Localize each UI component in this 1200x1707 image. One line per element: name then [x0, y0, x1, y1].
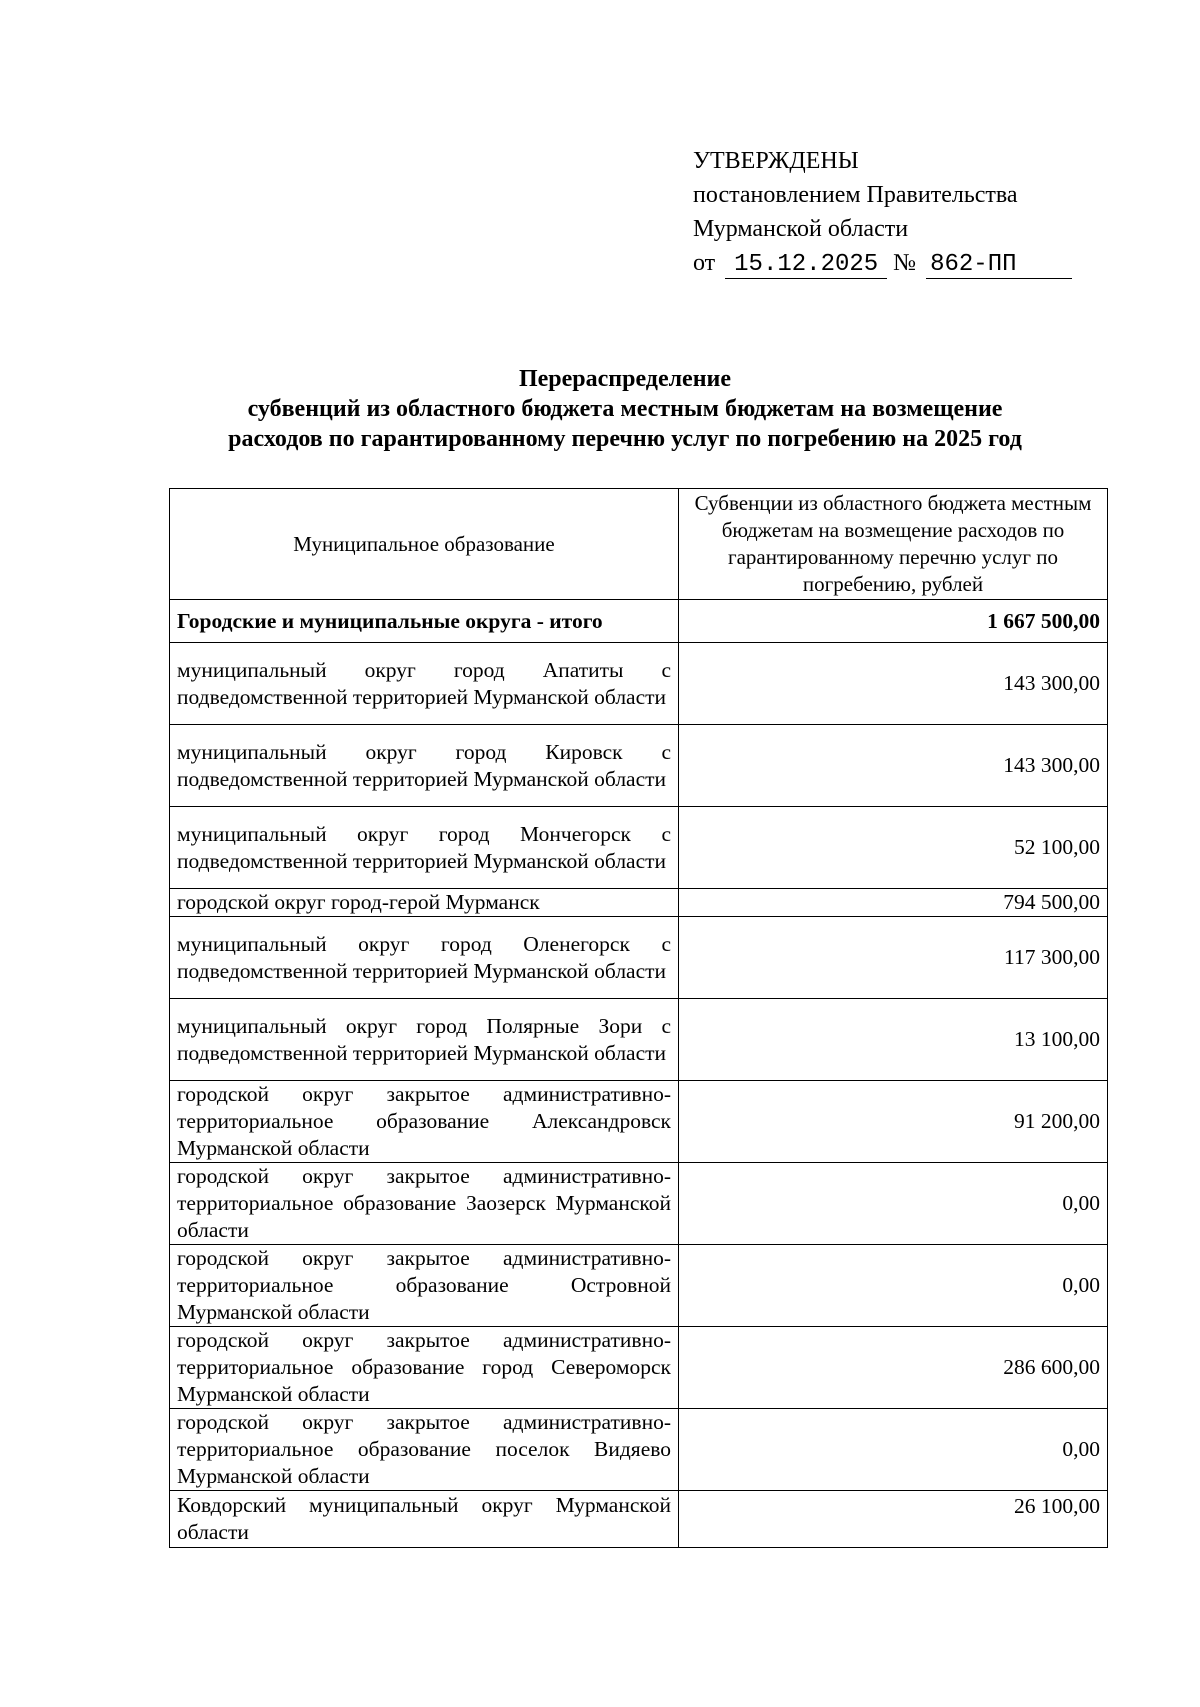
header-municipality: Муниципальное образование [170, 489, 679, 600]
approval-decree-line: постановлением Правительства [693, 182, 1018, 208]
table-row [170, 807, 1108, 889]
municipality-name: муниципальный округ город Полярные Зори с подведомственной территорией Мурманской области [170, 999, 679, 1081]
approval-stamp [693, 144, 1072, 280]
table-row [170, 1081, 1108, 1163]
title-line-1: Перераспределение [518, 366, 732, 392]
subvention-amount: 143 300,00 [679, 725, 1108, 807]
approval-heading: УТВЕРЖДЕНЫ [693, 148, 859, 174]
decree-date: 15.12.2025 [725, 252, 887, 279]
subvention-table [169, 488, 1108, 1548]
municipality-name: Ковдорский муниципальный округ Мурманской области [170, 1491, 679, 1548]
title-line-2: субвенций из областного бюджета местным бюджетам на возмещение [247, 396, 1003, 422]
municipality-name: муниципальный округ город Апатиты с подведомственной территорией Мурманской области [170, 643, 679, 725]
subvention-amount: 52 100,00 [679, 807, 1108, 889]
table-row [170, 1491, 1108, 1548]
table-row [170, 725, 1108, 807]
total-row [170, 600, 1108, 643]
table-row [170, 1327, 1108, 1409]
total-value: 1 667 500,00 [679, 600, 1108, 643]
table-row [170, 1245, 1108, 1327]
number-sign: № [893, 250, 917, 276]
approval-region-line: Мурманской области [693, 216, 909, 242]
municipality-name: городской округ закрытое административно-территориальное образование Александровск Мурманской области [170, 1081, 679, 1163]
municipality-name: муниципальный округ город Оленегорск с подведомственной территорией Мурманской области [170, 917, 679, 999]
header-subvention: Субвенции из областного бюджета местным бюджетам на возмещение расходов по гарантированному перечню услуг по погребению, рублей [679, 489, 1108, 600]
date-prefix: от [693, 250, 716, 276]
municipality-name: муниципальный округ город Мончегорск с подведомственной территорией Мурманской области [170, 807, 679, 889]
table-row [170, 1163, 1108, 1245]
subvention-amount: 0,00 [679, 1245, 1108, 1327]
table-row [170, 917, 1108, 999]
subvention-amount: 0,00 [679, 1409, 1108, 1491]
subvention-amount: 117 300,00 [679, 917, 1108, 999]
subvention-amount: 143 300,00 [679, 643, 1108, 725]
table-row [170, 889, 1108, 917]
municipality-name: городской округ город-герой Мурманск [170, 889, 679, 917]
table-header-row [170, 489, 1108, 600]
subvention-amount: 26 100,00 [679, 1491, 1108, 1548]
municipality-name: городской округ закрытое административно-территориальное образование Заозерск Мурманской области [170, 1163, 679, 1245]
municipality-name: городской округ закрытое административно-территориальное образование город Североморск Мурманской области [170, 1327, 679, 1409]
subvention-amount: 91 200,00 [679, 1081, 1108, 1163]
subvention-amount: 0,00 [679, 1163, 1108, 1245]
table-row [170, 1409, 1108, 1491]
document-title [150, 364, 1100, 454]
municipality-name: городской округ закрытое административно-территориальное образование Островной Мурманской области [170, 1245, 679, 1327]
approval-date-line [693, 246, 1072, 280]
total-label: Городские и муниципальные округа - итого [170, 600, 679, 643]
title-line-3: расходов по гарантированному перечню услуг по погребению на 2025 год [228, 426, 1022, 452]
subvention-amount: 13 100,00 [679, 999, 1108, 1081]
subvention-amount: 286 600,00 [679, 1327, 1108, 1409]
municipality-name: муниципальный округ город Кировск с подведомственной территорией Мурманской области [170, 725, 679, 807]
decree-number: 862-ПП [926, 252, 1072, 279]
subvention-amount: 794 500,00 [679, 889, 1108, 917]
table-row [170, 999, 1108, 1081]
municipality-name: городской округ закрытое административно-территориальное образование поселок Видяево Мурманской области [170, 1409, 679, 1491]
table-row [170, 643, 1108, 725]
